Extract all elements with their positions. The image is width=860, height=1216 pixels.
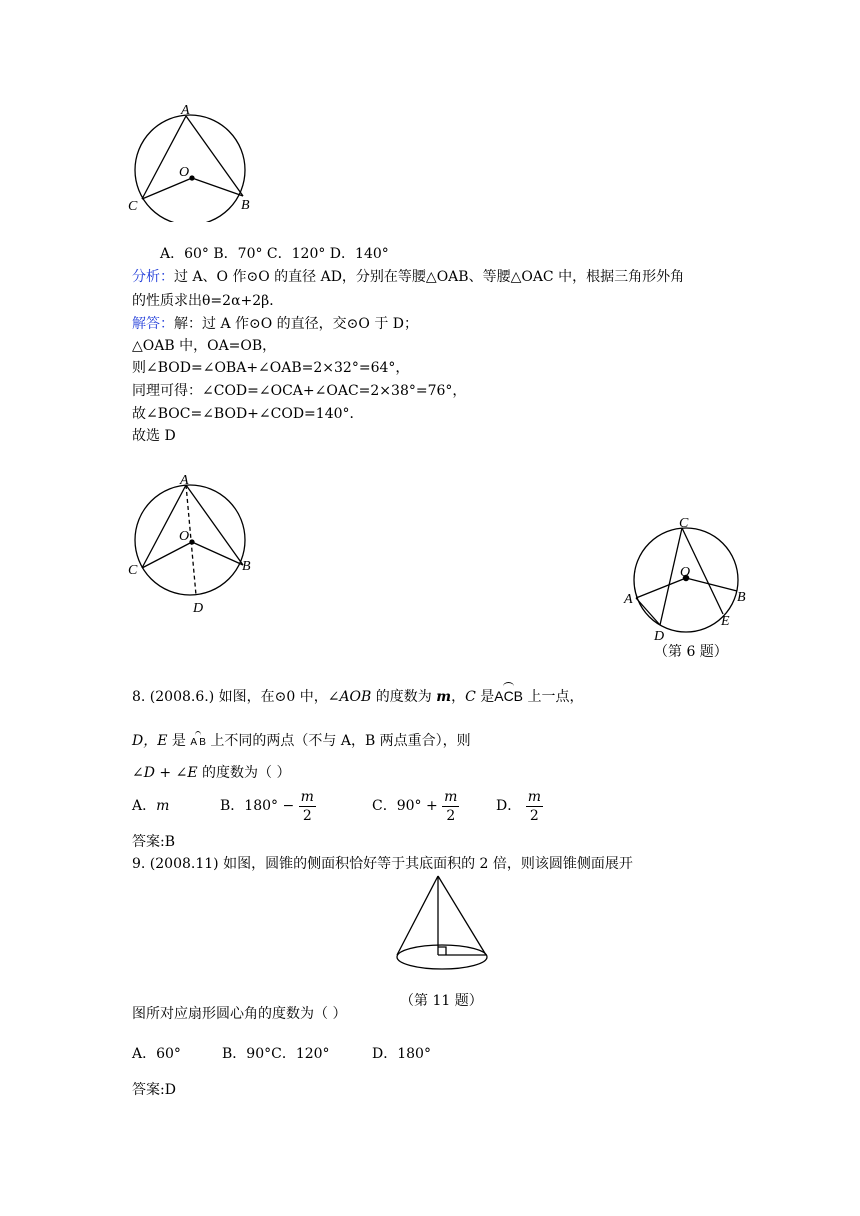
segment-ad xyxy=(636,598,660,625)
circle-figure-3 xyxy=(618,514,758,646)
label-c: C xyxy=(128,199,138,214)
q7-analysis-line2: 的性质求出θ=2α+2β． xyxy=(132,293,284,309)
q7-solution-line1 xyxy=(132,313,418,333)
center-dot xyxy=(190,540,194,544)
analysis-label: 分析： xyxy=(132,269,174,285)
q9-answer: 答案:D xyxy=(132,1082,176,1098)
figure-3-caption: （第 6 题） xyxy=(654,644,728,660)
cone-right-edge xyxy=(438,876,486,955)
cone-figure-caption: （第 11 题） xyxy=(400,993,483,1009)
q7-solution-line3: 则∠BOD=∠OBA+∠OAB=2×32°=64°， xyxy=(132,360,410,376)
label-c: C xyxy=(128,563,138,578)
q8-angles: ∠D + ∠E xyxy=(132,765,198,781)
label-a: A xyxy=(181,104,190,118)
q8-is: 是 xyxy=(167,733,191,749)
segment-oa xyxy=(636,578,686,598)
chord-ac xyxy=(142,485,186,568)
solution-label: 解答： xyxy=(132,316,174,332)
cone-figure xyxy=(390,872,500,982)
q7-options: A．60° B．70° C．120° D．140° xyxy=(160,246,389,262)
q8-option-b: B．180° − $\frac{m}{2}$ xyxy=(220,788,314,824)
q8-c: C xyxy=(465,689,476,705)
analysis-text-1: 过 A、O 作⊙O 的直径 AD，分别在等腰△OAB、等腰△OAC 中，根据三角形外角 xyxy=(174,269,685,285)
q7-solution-line4: 同理可得：∠COD=∠OCA+∠OAC=2×38°=76°， xyxy=(132,383,467,399)
cone-left-edge xyxy=(397,876,438,955)
q8-option-d: D． $\frac{m}{2}$ xyxy=(496,788,541,824)
q8-answer: 答案:B xyxy=(132,834,176,850)
label-a: A xyxy=(180,473,189,488)
q8-option-a: A．m xyxy=(132,798,170,814)
circle-outline xyxy=(135,115,245,222)
fraction-m-over-2: $\frac{m}{2}$ xyxy=(300,788,314,824)
q7-solution-line5: 故∠BOC=∠BOD+∠COD=140°． xyxy=(132,406,364,422)
label-o: O xyxy=(680,565,691,580)
q8-de: D，E xyxy=(132,733,168,749)
right-angle-mark xyxy=(438,947,446,955)
label-o: O xyxy=(179,529,190,544)
label-b: B xyxy=(737,590,746,605)
chord-cd xyxy=(660,528,682,625)
fraction-m-over-2: $\frac{m}{2}$ xyxy=(444,788,458,824)
q7-solution-line2: △OAB 中，OA=OB， xyxy=(132,338,277,354)
label-d: D xyxy=(654,629,665,644)
label-e: E xyxy=(721,614,730,629)
q8-mid2: ， xyxy=(451,689,466,705)
segment-oc xyxy=(142,178,192,199)
q8-tail2: 上不同的两点（不与 A，B 两点重合），则 xyxy=(205,733,471,749)
q9-line1: 9. (2008.11) 如图，圆锥的侧面积恰好等于其底面积的 2 倍，则该圆锥侧面展开 xyxy=(132,856,633,872)
label-b: B xyxy=(241,198,250,213)
q8-line3-tail: 的度数为（ ） xyxy=(197,765,291,781)
q8-line2 xyxy=(132,730,471,750)
label-d: D xyxy=(193,601,204,616)
q7-solution-line6: 故选 D xyxy=(132,428,176,444)
q8-option-c: C．90° + $\frac{m}{2}$ xyxy=(372,788,458,824)
q8-mid3: 是 xyxy=(475,689,495,705)
solution-text-1: 解：过 A 作⊙O 的直径，交⊙O 于 D； xyxy=(174,316,419,332)
chord-ac xyxy=(142,116,186,199)
q9-line2: 图所对应扇形圆心角的度数为（ ） xyxy=(132,1006,347,1022)
segment-ob xyxy=(192,178,243,196)
label-b: B xyxy=(242,559,251,574)
circle-figure-2 xyxy=(120,472,260,618)
label-c: C xyxy=(679,516,689,531)
chord-ab xyxy=(186,116,243,196)
q8-line1 xyxy=(132,686,583,706)
q9-option-bc: B．90°C．120° xyxy=(222,1046,330,1062)
q9-option-d: D．180° xyxy=(372,1046,431,1062)
label-o: O xyxy=(179,165,190,180)
chord-ab xyxy=(186,485,243,565)
q8-mid1: 的度数为 xyxy=(371,689,437,705)
cone-base xyxy=(397,945,487,969)
q8-tail1: 上一点， xyxy=(523,689,584,705)
center-dot xyxy=(190,176,194,180)
label-a: A xyxy=(624,592,633,607)
arc-ab: A B xyxy=(190,737,206,748)
fraction-m-over-2: $\frac{m}{2}$ xyxy=(527,788,541,824)
q9-option-a: A．60° xyxy=(132,1046,181,1062)
q8-angle: ∠AOB xyxy=(327,689,372,705)
q8-line3 xyxy=(132,762,290,782)
circle-outline xyxy=(135,485,245,595)
circle-figure-1 xyxy=(120,104,260,222)
arc-acb: ACB xyxy=(494,688,524,704)
q7-analysis-line1 xyxy=(132,266,684,286)
q8-prefix: 8. (2008.6.) 如图，在⊙0 中， xyxy=(132,689,328,705)
q8-m: m xyxy=(436,689,452,705)
